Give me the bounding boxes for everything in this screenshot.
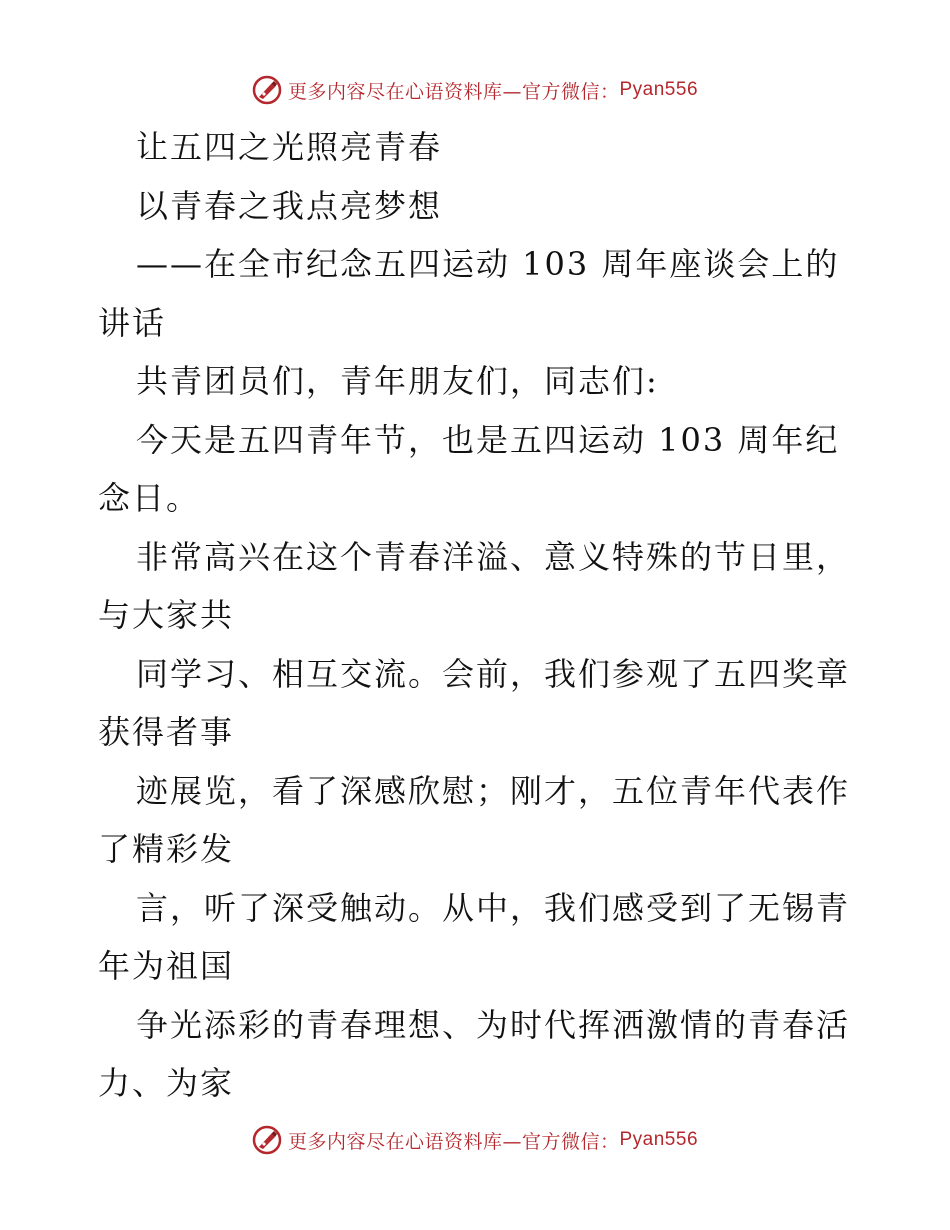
watermark-handle: Pyan556 [619, 1129, 699, 1150]
paragraph-continuation: 了精彩发 [98, 830, 235, 868]
paragraph-line: 同学习、相互交流。会前，我们参观了五四奖章 [136, 654, 851, 693]
pen-nib-circle-icon [252, 75, 282, 105]
paragraph-line: 争光添彩的青春理想、为时代挥洒激情的青春活 [136, 1005, 851, 1044]
paragraph-line: 今天是五四青年节，也是五四运动 103 周年纪 [136, 420, 840, 459]
title-line-2: 以青春之我点亮梦想 [136, 186, 443, 225]
paragraph-line: 非常高兴在这个青春洋溢、意义特殊的节日里， [136, 537, 851, 576]
watermark-text: 更多内容尽在心语资料库—官方微信： [287, 80, 620, 103]
subtitle-continuation: 讲话 [98, 303, 167, 342]
header-watermark [0, 70, 950, 110]
paragraph-continuation: 力、为家 [98, 1064, 235, 1102]
paragraph-continuation: 获得者事 [98, 713, 235, 751]
title-line-1: 让五四之光照亮青春 [136, 128, 443, 166]
paragraph-line: 言，听了深受触动。从中，我们感受到了无锡青 [136, 888, 851, 927]
pen-nib-circle-icon [252, 1125, 282, 1155]
paragraph-line: 迹展览，看了深感欣慰；刚才，五位青年代表作 [136, 771, 851, 810]
paragraph-continuation: 年为祖国 [98, 947, 235, 985]
footer-watermark [0, 1120, 950, 1160]
paragraph-continuation: 念日。 [98, 479, 201, 517]
salutation: 共青团员们，青年朋友们，同志们: [136, 362, 659, 400]
document-body [98, 118, 858, 1113]
subtitle-line: ——在全市纪念五四运动 103 周年座谈会上的 [136, 245, 840, 283]
watermark-handle: Pyan556 [619, 79, 699, 100]
watermark-text: 更多内容尽在心语资料库—官方微信： [287, 1130, 620, 1153]
paragraph-continuation: 与大家共 [98, 596, 235, 634]
